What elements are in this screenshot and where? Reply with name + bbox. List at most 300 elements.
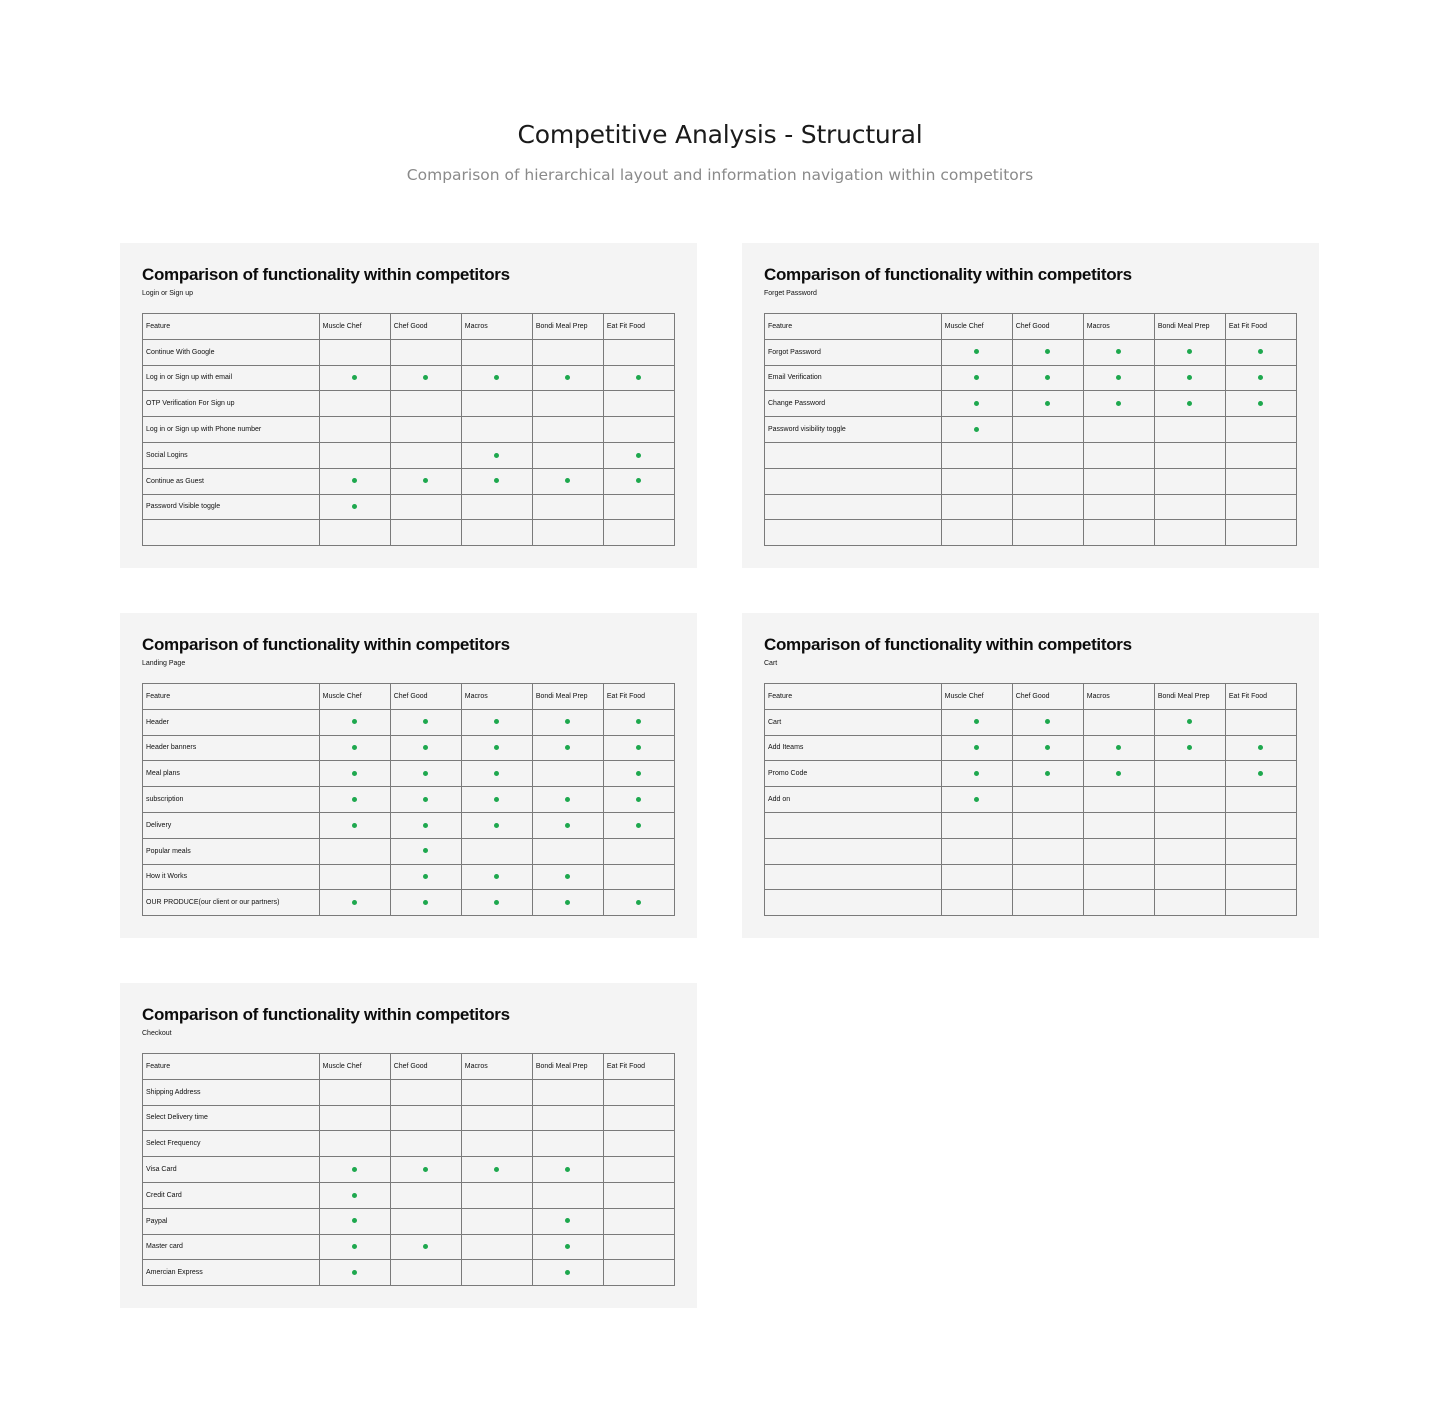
table-row [143,890,675,916]
table-row [765,391,1297,417]
availability-cell [1012,417,1083,443]
availability-cell [1012,787,1083,813]
feature-cell: Cart [765,709,942,735]
availability-cell [603,339,674,365]
available-dot-icon [494,900,499,905]
available-dot-icon [1045,719,1050,724]
card-title: Comparison of functionality within competitors [142,635,510,654]
availability-cell [1225,520,1296,546]
availability-cell [941,339,1012,365]
availability-cell [532,417,603,443]
availability-cell [941,735,1012,761]
available-dot-icon [1187,349,1192,354]
card-login-signup [120,243,697,568]
available-dot-icon [636,823,641,828]
availability-cell [1225,339,1296,365]
availability-cell [532,339,603,365]
available-dot-icon [494,478,499,483]
column-header: Bondi Meal Prep [532,1054,603,1080]
availability-cell [319,1079,390,1105]
available-dot-icon [423,375,428,380]
available-dot-icon [974,401,979,406]
feature-cell [765,494,942,520]
availability-cell [390,520,461,546]
comparison-table [142,313,675,546]
availability-cell [390,1182,461,1208]
page-title: Competitive Analysis - Structural [517,120,923,149]
feature-cell: Continue as Guest [143,468,320,494]
comparison-table [142,683,675,916]
table-row [765,864,1297,890]
availability-cell [319,787,390,813]
availability-cell [1154,417,1225,443]
column-header: Feature [765,684,942,710]
card-title: Comparison of functionality within competitors [142,265,510,284]
column-header: Bondi Meal Prep [532,314,603,340]
feature-cell: subscription [143,787,320,813]
feature-cell [765,864,942,890]
availability-cell [1012,494,1083,520]
table-row [143,494,675,520]
table-row [143,442,675,468]
available-dot-icon [1258,375,1263,380]
availability-cell [532,1157,603,1183]
availability-cell [603,365,674,391]
available-dot-icon [565,375,570,380]
availability-cell [390,365,461,391]
available-dot-icon [352,745,357,750]
availability-cell [532,787,603,813]
column-header: Feature [143,684,320,710]
availability-cell [603,1157,674,1183]
available-dot-icon [494,375,499,380]
availability-cell [319,339,390,365]
availability-cell [390,812,461,838]
available-dot-icon [636,900,641,905]
column-header: Feature [765,314,942,340]
available-dot-icon [1187,719,1192,724]
availability-cell [603,812,674,838]
availability-cell [319,520,390,546]
table-row [143,1260,675,1286]
feature-cell: Shipping Address [143,1079,320,1105]
availability-cell [1083,365,1154,391]
available-dot-icon [974,745,979,750]
feature-cell [765,890,942,916]
availability-cell [1225,890,1296,916]
availability-cell [390,1105,461,1131]
available-dot-icon [1116,745,1121,750]
feature-cell: OUR PRODUCE(our client or our partners) [143,890,320,916]
feature-cell: Log in or Sign up with Phone number [143,417,320,443]
available-dot-icon [1116,401,1121,406]
availability-cell [461,1105,532,1131]
availability-cell [603,1234,674,1260]
available-dot-icon [352,1218,357,1223]
availability-cell [319,812,390,838]
card-subtitle: Forget Password [764,290,817,297]
available-dot-icon [1258,745,1263,750]
availability-cell [319,391,390,417]
availability-cell [319,468,390,494]
availability-cell [461,442,532,468]
availability-cell [1225,494,1296,520]
availability-cell [1154,890,1225,916]
availability-cell [1012,442,1083,468]
availability-cell [390,339,461,365]
availability-cell [461,812,532,838]
availability-cell [603,761,674,787]
availability-cell [532,864,603,890]
table-header-row [765,314,1297,340]
column-header: Feature [143,314,320,340]
availability-cell [941,391,1012,417]
availability-cell [1225,787,1296,813]
availability-cell [319,709,390,735]
availability-cell [461,1208,532,1234]
available-dot-icon [565,1244,570,1249]
feature-cell: Password Visible toggle [143,494,320,520]
feature-cell: Select Delivery time [143,1105,320,1131]
availability-cell [1225,864,1296,890]
available-dot-icon [494,453,499,458]
table-row [143,1234,675,1260]
available-dot-icon [1116,771,1121,776]
available-dot-icon [1045,401,1050,406]
availability-cell [603,838,674,864]
table-row [143,812,675,838]
available-dot-icon [565,900,570,905]
table-row [765,787,1297,813]
feature-cell: Visa Card [143,1157,320,1183]
table-row [765,761,1297,787]
column-header: Eat Fit Food [603,314,674,340]
available-dot-icon [352,900,357,905]
feature-cell: Popular meals [143,838,320,864]
availability-cell [1012,864,1083,890]
available-dot-icon [494,771,499,776]
column-header: Bondi Meal Prep [1154,314,1225,340]
card-subtitle: Landing Page [142,660,186,667]
card-forget-password [742,243,1319,568]
available-dot-icon [423,797,428,802]
feature-cell: Master card [143,1234,320,1260]
availability-cell [390,417,461,443]
available-dot-icon [974,771,979,776]
availability-cell [1225,468,1296,494]
availability-cell [461,1182,532,1208]
availability-cell [461,1157,532,1183]
table-row [765,838,1297,864]
available-dot-icon [352,823,357,828]
availability-cell [461,838,532,864]
available-dot-icon [494,874,499,879]
available-dot-icon [1258,771,1263,776]
feature-cell: Social Logins [143,442,320,468]
available-dot-icon [423,478,428,483]
column-header: Muscle Chef [941,314,1012,340]
available-dot-icon [494,797,499,802]
availability-cell [1083,520,1154,546]
available-dot-icon [974,349,979,354]
availability-cell [532,520,603,546]
column-header: Bondi Meal Prep [532,684,603,710]
availability-cell [603,520,674,546]
available-dot-icon [423,771,428,776]
available-dot-icon [494,719,499,724]
table-row [143,468,675,494]
availability-cell [319,735,390,761]
availability-cell [1012,761,1083,787]
availability-cell [390,1079,461,1105]
availability-cell [1012,838,1083,864]
availability-cell [532,442,603,468]
availability-cell [1154,787,1225,813]
available-dot-icon [565,719,570,724]
table-row [765,339,1297,365]
availability-cell [603,1208,674,1234]
available-dot-icon [423,900,428,905]
availability-cell [390,735,461,761]
availability-cell [1154,735,1225,761]
availability-cell [461,391,532,417]
table-row [143,520,675,546]
availability-cell [1083,391,1154,417]
available-dot-icon [352,1167,357,1172]
availability-cell [1012,735,1083,761]
availability-cell [532,1260,603,1286]
availability-cell [319,417,390,443]
availability-cell [1154,761,1225,787]
feature-cell: Header [143,709,320,735]
availability-cell [319,1234,390,1260]
available-dot-icon [565,745,570,750]
availability-cell [603,890,674,916]
availability-cell [532,468,603,494]
available-dot-icon [352,771,357,776]
table-row [143,1157,675,1183]
availability-cell [532,1105,603,1131]
availability-cell [319,864,390,890]
availability-cell [941,365,1012,391]
availability-cell [1012,468,1083,494]
availability-cell [941,787,1012,813]
availability-cell [603,709,674,735]
available-dot-icon [565,478,570,483]
availability-cell [1225,812,1296,838]
availability-cell [1225,365,1296,391]
feature-cell: Paypal [143,1208,320,1234]
available-dot-icon [565,1270,570,1275]
table-row [143,1079,675,1105]
availability-cell [1154,838,1225,864]
availability-cell [461,735,532,761]
availability-cell [532,1182,603,1208]
availability-cell [1012,812,1083,838]
availability-cell [532,365,603,391]
table-row [765,365,1297,391]
availability-cell [319,1182,390,1208]
availability-cell [319,1157,390,1183]
column-header: Eat Fit Food [1225,314,1296,340]
table-row [143,709,675,735]
table-row [143,417,675,443]
available-dot-icon [423,1244,428,1249]
availability-cell [319,890,390,916]
availability-cell [941,494,1012,520]
availability-cell [603,1182,674,1208]
availability-cell [461,468,532,494]
availability-cell [603,1131,674,1157]
available-dot-icon [636,375,641,380]
table-row [143,365,675,391]
availability-cell [461,1234,532,1260]
feature-cell: Email Verification [765,365,942,391]
card-title: Comparison of functionality within competitors [764,265,1132,284]
availability-cell [1083,339,1154,365]
feature-cell: Forgot Password [765,339,942,365]
available-dot-icon [494,1167,499,1172]
available-dot-icon [352,797,357,802]
availability-cell [390,1208,461,1234]
available-dot-icon [352,1244,357,1249]
availability-cell [1083,838,1154,864]
availability-cell [532,735,603,761]
availability-cell [941,468,1012,494]
column-header: Macros [461,1054,532,1080]
table-row [143,1131,675,1157]
availability-cell [1154,339,1225,365]
availability-cell [1083,761,1154,787]
availability-cell [1083,864,1154,890]
available-dot-icon [423,745,428,750]
column-header: Muscle Chef [319,1054,390,1080]
column-header: Macros [461,684,532,710]
availability-cell [1225,709,1296,735]
availability-cell [532,1131,603,1157]
column-header: Eat Fit Food [1225,684,1296,710]
feature-cell [765,442,942,468]
available-dot-icon [352,375,357,380]
available-dot-icon [636,797,641,802]
available-dot-icon [352,504,357,509]
availability-cell [1225,442,1296,468]
availability-cell [319,494,390,520]
card-title: Comparison of functionality within competitors [142,1005,510,1024]
available-dot-icon [352,1193,357,1198]
feature-cell: Promo Code [765,761,942,787]
availability-cell [1083,709,1154,735]
available-dot-icon [565,823,570,828]
column-header: Feature [143,1054,320,1080]
available-dot-icon [974,375,979,380]
available-dot-icon [565,874,570,879]
availability-cell [461,494,532,520]
availability-cell [1012,709,1083,735]
table-row [765,890,1297,916]
feature-cell [143,520,320,546]
availability-cell [390,494,461,520]
availability-cell [941,709,1012,735]
availability-cell [1083,442,1154,468]
feature-cell: Amercian Express [143,1260,320,1286]
availability-cell [1225,417,1296,443]
feature-cell: Add Iteams [765,735,942,761]
column-header: Chef Good [390,314,461,340]
availability-cell [1154,365,1225,391]
availability-cell [941,417,1012,443]
availability-cell [1154,442,1225,468]
availability-cell [390,468,461,494]
available-dot-icon [423,874,428,879]
feature-cell: Select Frequency [143,1131,320,1157]
availability-cell [603,417,674,443]
availability-cell [603,787,674,813]
availability-cell [1225,735,1296,761]
column-header: Muscle Chef [941,684,1012,710]
availability-cell [390,1260,461,1286]
availability-cell [461,520,532,546]
table-row [143,864,675,890]
available-dot-icon [1045,771,1050,776]
table-row [143,787,675,813]
table-row [143,761,675,787]
available-dot-icon [636,745,641,750]
card-subtitle: Cart [764,660,778,667]
card-title: Comparison of functionality within competitors [764,635,1132,654]
availability-cell [461,890,532,916]
availability-cell [941,890,1012,916]
feature-cell: Meal plans [143,761,320,787]
table-header-row [143,684,675,710]
column-header: Chef Good [390,1054,461,1080]
available-dot-icon [565,1218,570,1223]
comparison-table [142,1053,675,1286]
available-dot-icon [1045,745,1050,750]
table-header-row [765,684,1297,710]
card-subtitle: Login or Sign up [142,290,193,297]
availability-cell [319,1208,390,1234]
page-subtitle: Comparison of hierarchical layout and information navigation within competitors [406,166,1034,184]
availability-cell [603,1260,674,1286]
table-row [765,812,1297,838]
availability-cell [461,709,532,735]
availability-cell [390,391,461,417]
availability-cell [532,761,603,787]
availability-cell [461,1131,532,1157]
availability-cell [603,494,674,520]
available-dot-icon [636,771,641,776]
feature-cell [765,838,942,864]
available-dot-icon [423,1167,428,1172]
table-row [143,1105,675,1131]
availability-cell [1154,391,1225,417]
feature-cell: Log in or Sign up with email [143,365,320,391]
availability-cell [461,365,532,391]
availability-cell [390,1234,461,1260]
available-dot-icon [1258,349,1263,354]
card-checkout [120,983,697,1308]
availability-cell [461,761,532,787]
feature-cell: Change Password [765,391,942,417]
table-row [143,838,675,864]
table-row [765,468,1297,494]
table-row [143,1208,675,1234]
feature-cell: How it Works [143,864,320,890]
availability-cell [1012,391,1083,417]
table-row [765,442,1297,468]
table-row [143,391,675,417]
